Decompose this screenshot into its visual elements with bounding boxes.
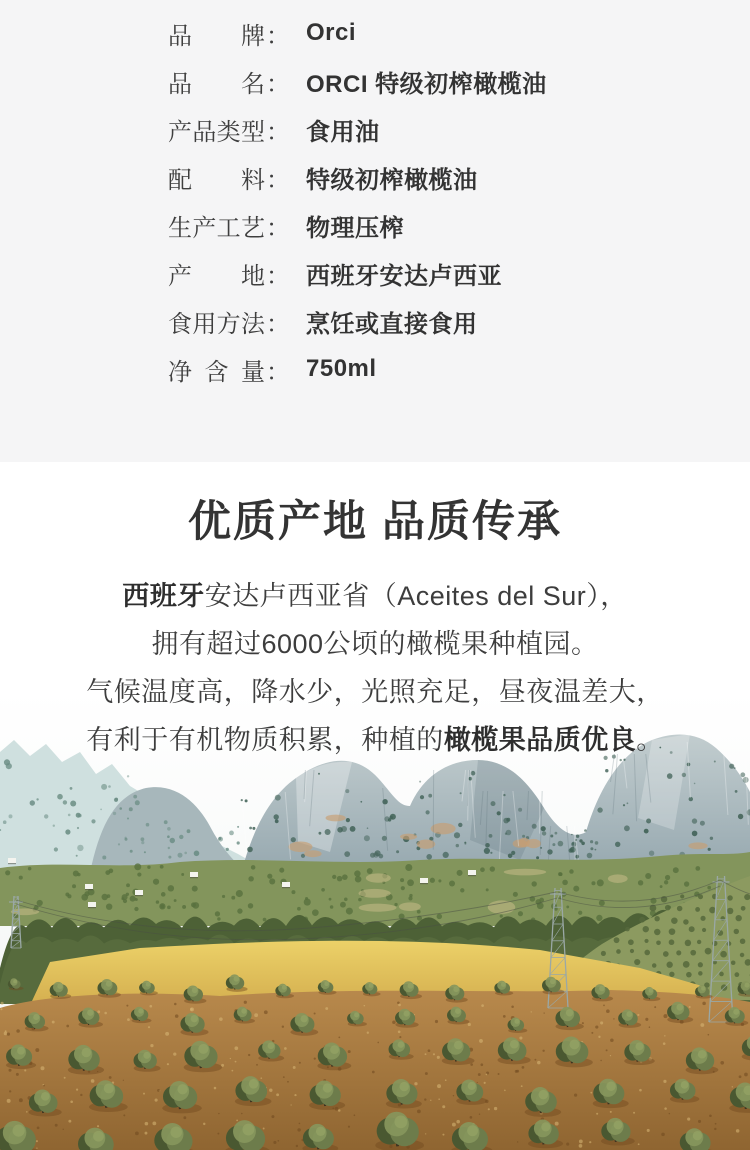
spec-colon: ：: [266, 262, 290, 290]
intro-line-2: 拥有超过6000公顷的橄榄果种植园。: [151, 629, 599, 659]
spec-label: 生产工艺: [168, 214, 265, 242]
intro-line-4: 有利于有机物质积累，种植的橄榄果品质优良。: [86, 725, 664, 755]
origin-intro-section: [0, 462, 750, 764]
spec-colon: ：: [266, 70, 290, 98]
spec-label: 配料: [168, 166, 265, 194]
intro-line-3: 气候温度高，降水少，光照充足，昼夜温差大，: [86, 677, 664, 707]
spec-value: 物理压榨: [306, 214, 404, 242]
section-title: 优质产地 品质传承: [188, 498, 562, 546]
spec-label: 产地: [168, 262, 265, 290]
spec-colon: ：: [266, 358, 290, 386]
spec-colon: ：: [266, 22, 290, 50]
spec-colon: ：: [266, 214, 290, 242]
spec-label: 品名: [168, 70, 265, 98]
spec-row-ingredients: [168, 153, 750, 201]
spec-row-product-name: [168, 57, 750, 105]
spec-row-origin: [168, 249, 750, 297]
spec-colon: ：: [266, 118, 290, 146]
spec-row-product-type: [168, 105, 750, 153]
product-spec-section: [0, 0, 750, 462]
spec-value: 特级初榨橄榄油: [306, 166, 478, 194]
spec-label: 产品类型: [168, 118, 265, 146]
spec-label: 食用方法: [168, 310, 265, 338]
spec-row-process: [168, 201, 750, 249]
spec-colon: ：: [266, 310, 290, 338]
spec-value: 750ml: [306, 355, 377, 382]
spec-value: 西班牙安达卢西亚: [306, 262, 502, 290]
spec-value: ORCI 特级初榨橄榄油: [306, 70, 547, 98]
intro-paragraph: [0, 572, 750, 764]
spec-row-brand: [168, 9, 750, 57]
foreground-soil: [0, 990, 750, 1150]
spec-value: Orci: [306, 19, 357, 46]
spec-row-usage: [168, 297, 750, 345]
intro-line-1: 西班牙安达卢西亚省（Aceites del Sur），: [122, 581, 628, 611]
spec-value: 食用油: [306, 118, 380, 146]
spec-label: 品牌: [168, 22, 265, 50]
spec-value: 烹饪或直接食用: [306, 310, 478, 338]
spec-colon: ：: [266, 166, 290, 194]
spec-label: 净含量: [168, 358, 265, 386]
spec-row-net-content: [168, 345, 750, 393]
